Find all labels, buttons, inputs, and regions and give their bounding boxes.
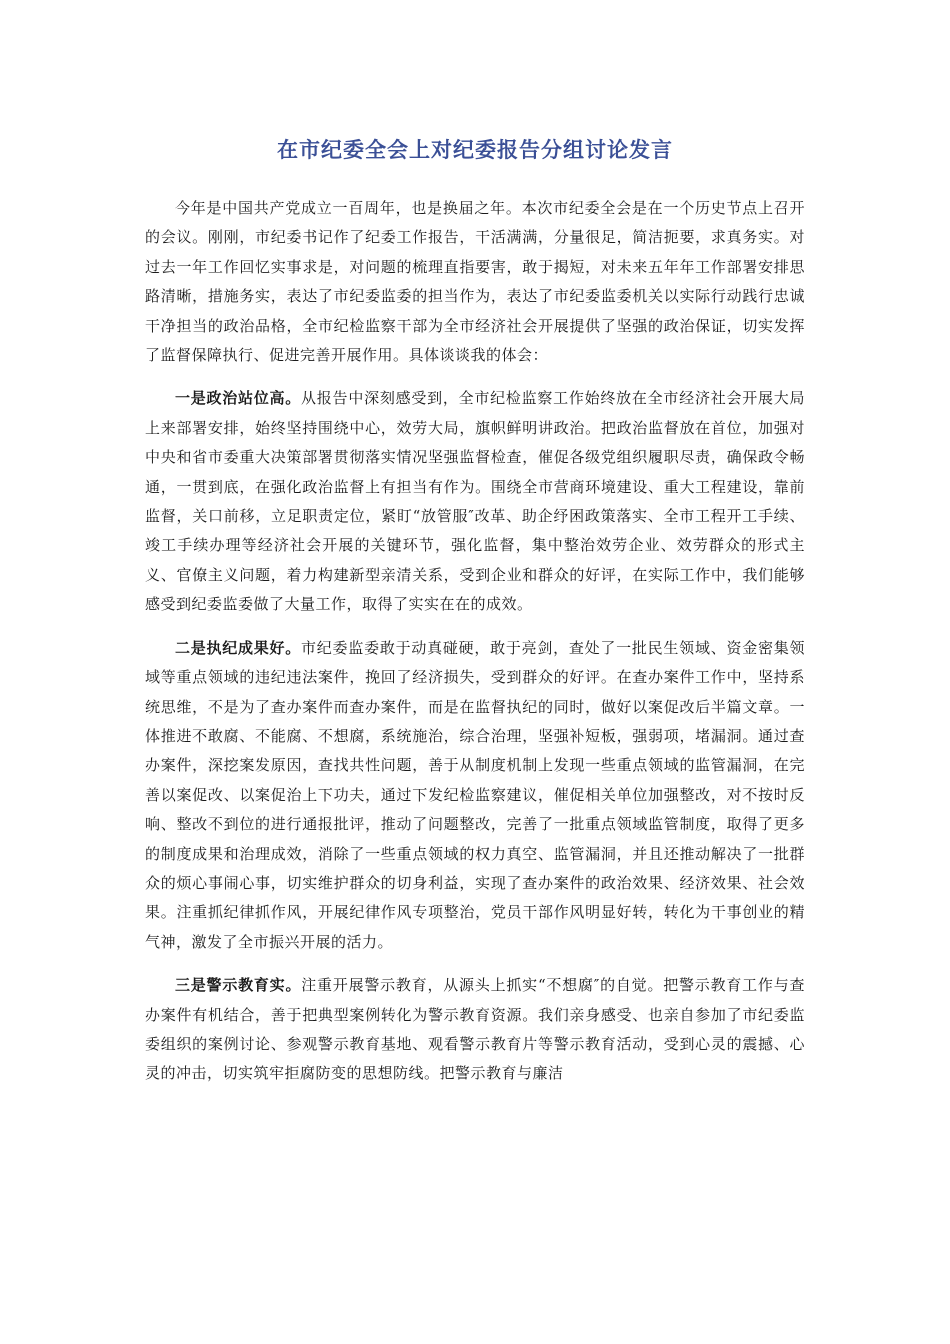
section-lead: 三是警示教育实。: [175, 976, 302, 995]
section-warning-education: [145, 971, 805, 1089]
section-text: 市纪委监委敢于动真碰硬，敢于亮剑，查处了一批民生领域、资金密集领域等重点领域的违纪违法案件，挽回了经济损失，受到群众的好评。在查办案件工作中，坚持系统思维，不是为了查办案件而查办案件，而是在监督执纪的同时，做好以案促改后半篇文章。一体推进不敢腐、不能腐、不想腐，系统施治，综合治理，坚强补短板，强弱项，堵漏洞。通过查办案件，深挖案发原因，查找共性问题，善于从制度机制上发现一些重点领域的监管漏洞，在完善以案促改、以案促治上下功夫，通过下发纪检监察建议，催促相关单位加强整改，对不按时反响、整改不到位的进行通报批评，推动了问题整改，完善了一批重点领域监管制度，取得了更多的制度成果和治理成效，消除了一些重点领域的权力真空、监管漏洞，并且还推动解决了一批群众的烦心事闹心事，切实维护群众的切身利益，实现了查办案件的政治效果、经济效果、社会效果。注重抓纪律抓作风，开展纪律作风专项整治，党员干部作风明显好转，转化为干事创业的精气神，激发了全市振兴开展的活力。: [145, 638, 805, 951]
section-lead: 一是政治站位高。: [175, 389, 302, 408]
intro-paragraph: 今年是中国共产党成立一百周年，也是换届之年。本次市纪委全会是在一个历史节点上召开的会议。刚刚，市纪委书记作了纪委工作报告，干活满满，分量很足，简洁扼要，求真务实。对过去一年工作回忆实事求是，对问题的梳理直指要害，敢于揭短，对未来五年年工作部署安排思路清晰，措施务实，表达了市纪委监委的担当作为，表达了市纪委监委机关以实际行动践行忠诚干净担当的政治品格，全市纪检监察干部为全市经济社会开展提供了坚强的政治保证，切实发挥了监督保障执行、促进完善开展作用。具体谈谈我的体会：: [145, 199, 805, 365]
section-lead: 二是执纪成果好。: [175, 638, 302, 657]
document-title: 在市纪委全会上对纪委报告分组讨论发言: [277, 138, 673, 162]
section-text: 注重开展警示教育，从源头上抓实“不想腐″的自觉。把警示教育工作与查办案件有机结合，善于把典型案例转化为警示教育资源。我们亲身感受、也亲自参加了市纪委监委组织的案例讨论、参观警示教育基地、观看警示教育片等警示教育活动，受到心灵的震撼、心灵的冲击，切实筑牢拒腐防变的思想防线。把警示教育与廉洁: [145, 976, 805, 1083]
section-text: 从报告中深刻感受到，全市纪检监察工作始终放在全市经济社会开展大局上来部署安排，始终坚持围绕中心，效劳大局，旗帜鲜明讲政治。把政治监督放在首位，加强对中央和省市委重大决策部署贯彻落实情况坚强监督检查，催促各级党组织履职尽责，确保政令畅通，一贯到底，在强化政治监督上有担当有作为。围绕全市营商环境建设、重大工程建设，靠前监督，关口前移，立足职责定位，紧盯“放管服″改革、助企纾困政策落实、全市工程开工手续、竣工手续办理等经济社会开展的关键环节，强化监督，集中整治效劳企业、效劳群众的形式主义、官僚主义问题，着力构建新型亲清关系，受到企业和群众的好评，在实际工作中，我们能够感受到纪委监委做了大量工作，取得了实实在在的成效。: [145, 389, 805, 614]
section-political-stance: [145, 384, 805, 619]
section-discipline-results: [145, 634, 805, 957]
document-page: [145, 130, 805, 1103]
